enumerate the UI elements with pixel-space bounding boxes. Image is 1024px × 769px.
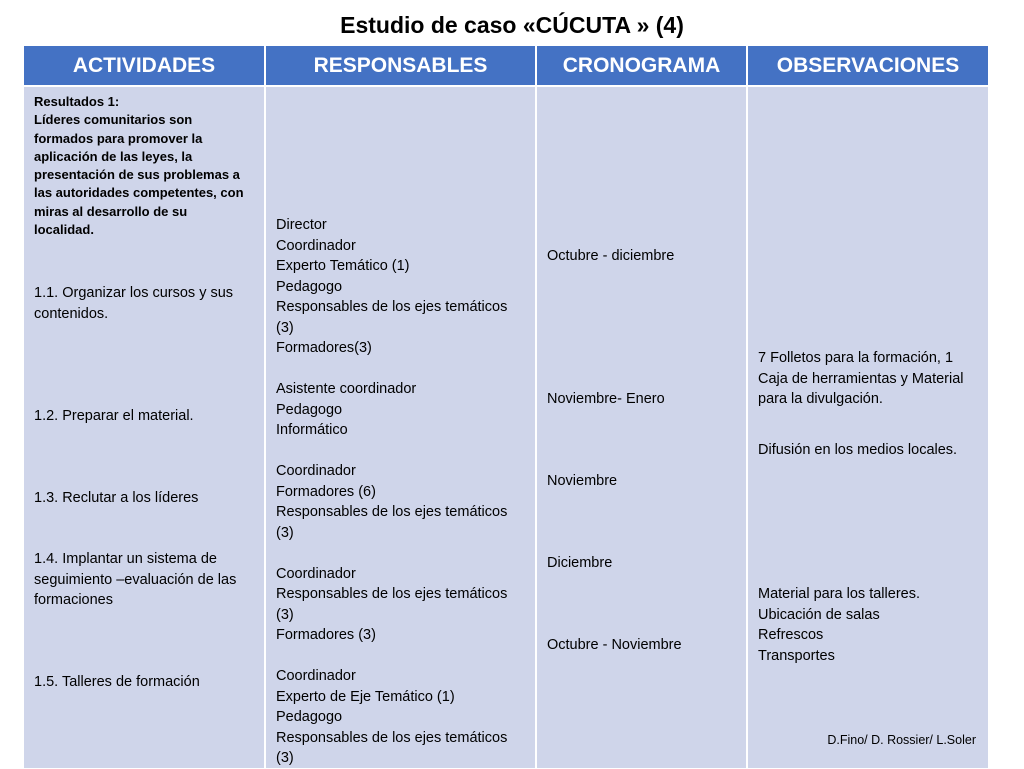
responsable-item: Responsables de los ejes temáticos (3)	[276, 299, 508, 336]
cronograma-1-5: Octubre - Noviembre	[547, 637, 682, 653]
activity-item-1-3: 1.3. Reclutar a los líderes	[34, 490, 199, 506]
resultados-line: localidad.	[34, 222, 94, 238]
responsable-item: Director	[276, 217, 327, 233]
observacion-line: Transportes	[758, 647, 835, 664]
responsable-item: Pedagogo	[276, 278, 343, 295]
resultados-line: las autoridades competentes, con	[34, 185, 244, 201]
responsable-spacer	[276, 646, 529, 667]
resultados-line: Líderes comunitarios son	[34, 112, 193, 128]
cell-cronograma	[535, 87, 746, 768]
resultados-line: formados para promover la	[34, 130, 203, 146]
responsable-item: Pedagogo	[276, 401, 343, 418]
resultados-line: aplicación de las leyes, la	[34, 148, 193, 164]
responsable-item: Formadores(3)	[276, 340, 372, 356]
cronograma-1-2: Noviembre- Enero	[547, 391, 665, 407]
responsable-spacer	[276, 359, 529, 380]
observacion-difusion: Difusión en los medios locales.	[758, 442, 958, 458]
activities-table	[24, 46, 988, 768]
observacion-line: Refrescos	[758, 627, 824, 643]
responsable-spacer	[276, 441, 529, 462]
resultados-line: miras al desarrollo de su	[34, 203, 188, 219]
resultados-line: presentación de sus problemas a	[34, 167, 240, 183]
activity-item-1-5: 1.5. Talleres de formación	[34, 674, 200, 690]
responsable-item: Experto Temático (1)	[276, 258, 410, 274]
responsable-item: Asistente coordinador	[276, 381, 417, 397]
responsable-item: Informático	[276, 422, 348, 438]
observacion-line: Ubicación de salas	[758, 606, 880, 623]
responsable-item: Coordinador	[276, 565, 356, 582]
responsable-item: Coordinador	[276, 463, 356, 479]
responsable-item: Experto de Eje Temático (1)	[276, 688, 455, 705]
cronograma-1-3: Noviembre	[547, 473, 618, 489]
responsable-item: Responsables de los ejes temáticos (3)	[276, 504, 508, 541]
header-actividades: ACTIVIDADES	[24, 46, 264, 87]
responsable-item: Responsables de los ejes temáticos (3)	[276, 586, 508, 623]
header-cronograma: CRONOGRAMA	[535, 46, 746, 87]
responsable-item: Formadores (6)	[276, 483, 376, 500]
responsable-item: Formadores (3)	[276, 627, 376, 643]
header-observaciones: OBSERVACIONES	[746, 46, 988, 87]
cell-observaciones	[746, 87, 988, 768]
cronograma-1-4: Diciembre	[547, 555, 613, 571]
responsable-item: Coordinador	[276, 237, 356, 254]
header-responsables: RESPONSABLES	[264, 46, 535, 87]
observacion-material: 7 Folletos para la formación, 1 Caja de herramientas y Material para la divulgación.	[758, 350, 964, 407]
author-credit: D.Fino/ D. Rossier/ L.Soler	[827, 733, 976, 747]
activity-item-1-1: 1.1. Organizar los cursos y sus contenidos.	[34, 285, 234, 322]
activity-item-1-4: 1.4. Implantar un sistema de seguimiento –evaluación de las formaciones	[34, 551, 237, 608]
responsable-item: Responsables de los ejes temáticos (3)	[276, 729, 508, 766]
cell-responsables	[264, 87, 535, 768]
responsable-item: Pedagogo	[276, 709, 343, 725]
responsable-spacer	[276, 543, 529, 564]
responsables-list	[276, 215, 529, 769]
cell-actividades	[24, 87, 264, 768]
page-title: Estudio de caso «CÚCUTA » (4)	[340, 12, 684, 38]
responsable-item: Coordinador	[276, 668, 356, 684]
activity-item-1-2: 1.2. Preparar el material.	[34, 408, 194, 424]
cronograma-1-1: Octubre - diciembre	[547, 248, 675, 264]
resultados-line: Resultados 1:	[34, 94, 120, 109]
resultados-block	[34, 93, 258, 239]
observacion-line: Material para los talleres.	[758, 586, 920, 602]
observacion-talleres	[758, 584, 982, 666]
